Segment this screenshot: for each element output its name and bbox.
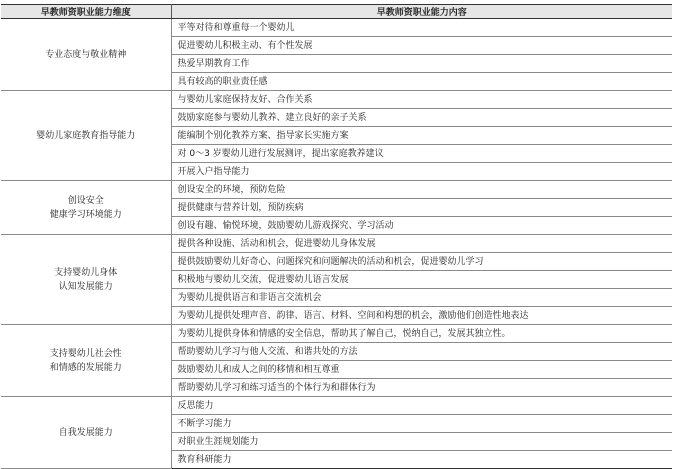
header-content: 早教师资职业能力内容	[171, 5, 672, 19]
dimension-label: 专业态度与敬业精神	[45, 49, 127, 60]
dimension-label: 创设安全	[67, 195, 104, 206]
content-cell: 为婴幼儿提供身体和情感的安全信息，帮助其了解自己，悦纳自己，发展其独立性。	[171, 325, 672, 343]
dimension-label: 认知发展能力	[58, 281, 113, 292]
header-row	[1, 5, 672, 19]
dimension-cell	[1, 325, 171, 397]
content-cell: 帮助婴幼儿学习和练习适当的个体行为和群体行为	[171, 379, 672, 397]
table-row	[1, 91, 672, 109]
content-cell: 创设有趣、愉悦环境，鼓励婴幼儿游戏探究、学习活动	[171, 217, 672, 235]
content-cell: 创设安全的环境，预防危险	[171, 181, 672, 199]
table-row	[1, 235, 672, 253]
content-cell: 与婴幼儿家庭保持友好、合作关系	[171, 91, 672, 109]
content-cell: 为婴幼儿提供语言和非语言交流机会	[171, 289, 672, 307]
content-cell: 不断学习能力	[171, 415, 672, 433]
dimension-label: 支持婴幼儿社会性	[49, 348, 122, 359]
content-cell: 热爱早期教育工作	[171, 55, 672, 73]
table-row	[1, 181, 672, 199]
table-row	[1, 325, 672, 343]
dimension-cell	[1, 397, 171, 469]
dimension-label: 婴幼儿家庭教育指导能力	[36, 130, 136, 141]
dimension-label: 支持婴幼儿身体	[54, 267, 118, 278]
content-cell: 提供鼓励婴幼儿好奇心、问题探究和问题解决的活动和机会，促进婴幼儿学习	[171, 253, 672, 271]
table-row	[1, 19, 672, 37]
content-cell: 为婴幼儿提供处理声音、韵律、语言、材料、空间和构想的机会，激励他们创造性地表达	[171, 307, 672, 325]
content-cell: 提供各种设施、活动和机会，促进婴幼儿身体发展	[171, 235, 672, 253]
dimension-label: 和情感的发展能力	[49, 362, 122, 373]
content-cell: 积极地与婴幼儿交流，促进婴幼儿语言发展	[171, 271, 672, 289]
dimension-cell	[1, 235, 171, 325]
content-cell: 鼓励家庭参与婴幼儿教养、建立良好的亲子关系	[171, 109, 672, 127]
content-cell: 教育科研能力	[171, 451, 672, 469]
content-cell: 具有较高的职业责任感	[171, 73, 672, 91]
dimension-cell	[1, 91, 171, 181]
header-dimension: 早教师资职业能力维度	[1, 5, 171, 19]
dimension-cell	[1, 19, 171, 91]
content-cell: 平等对待和尊重每一个婴幼儿	[171, 19, 672, 37]
content-cell: 对职业生涯规划能力	[171, 433, 672, 451]
content-cell: 鼓励婴幼儿和成人之间的移情和相互尊重	[171, 361, 672, 379]
dimension-label: 自我发展能力	[58, 427, 113, 438]
content-cell: 反思能力	[171, 397, 672, 415]
table-row	[1, 397, 672, 415]
content-cell: 提供健康与营养计划，预防疾病	[171, 199, 672, 217]
content-cell: 促进婴幼儿积极主动、有个性发展	[171, 37, 672, 55]
table-body	[1, 19, 672, 469]
content-cell: 能编制个别化教养方案、指导家长实施方案	[171, 127, 672, 145]
content-cell: 帮助婴幼儿学习与他人交流、和谐共处的方法	[171, 343, 672, 361]
content-cell: 对 0～3 岁婴幼儿进行发展测评，提出家庭教养建议	[171, 145, 672, 163]
content-cell: 开展入户指导能力	[171, 163, 672, 181]
dimension-label: 健康学习环境能力	[49, 209, 122, 220]
competency-table	[1, 4, 672, 469]
dimension-cell	[1, 181, 171, 235]
